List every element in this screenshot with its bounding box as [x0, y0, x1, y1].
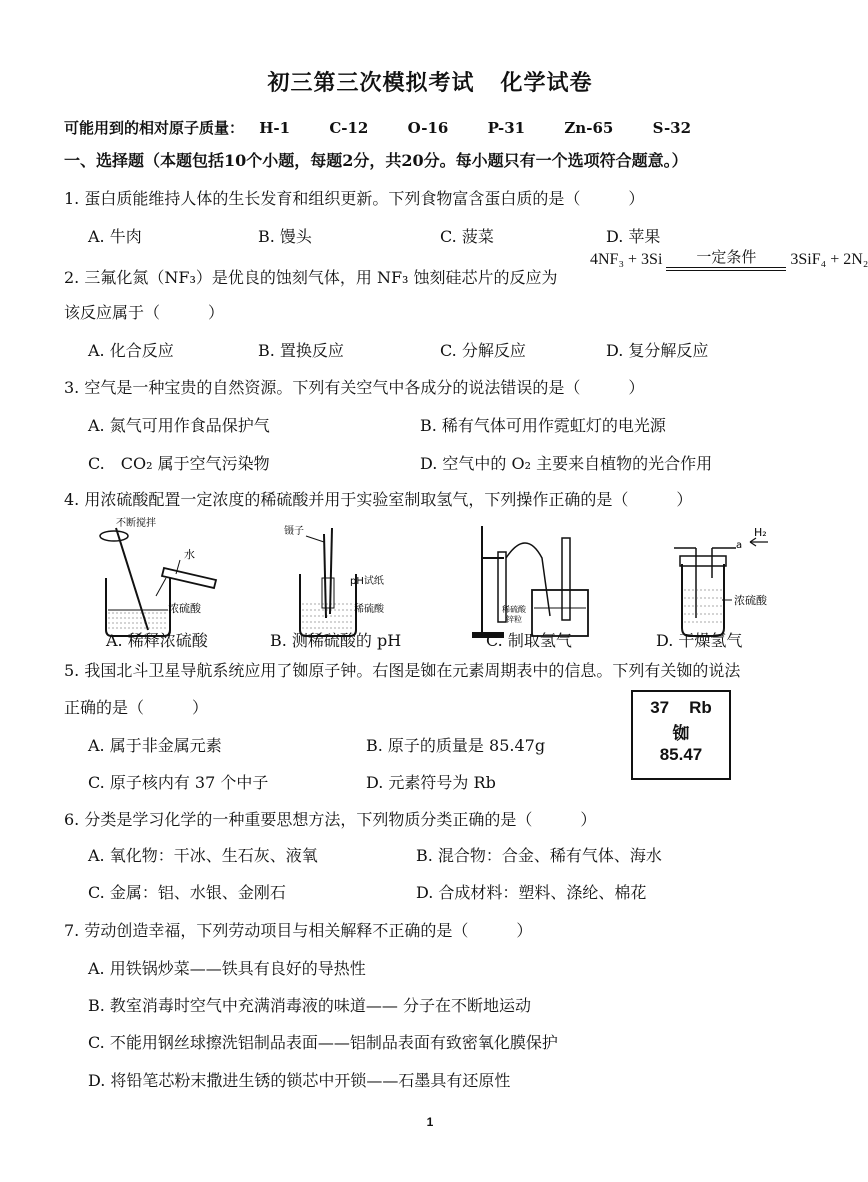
atomic-mass-item: H-1 [259, 119, 291, 137]
q1-option-a: A. 牛肉 [88, 227, 142, 246]
label-stir: 不断搅拌 [116, 518, 156, 529]
section-heading: 一、选择题（本题包括10个小题，每题2分，共20分。每小题只有一个选项符合题意。） [64, 151, 688, 170]
question-1-stem: 1. 蛋白质能维持人体的生长发育和组织更新。下列食物富含蛋白质的是（ ） [64, 189, 645, 208]
q5-option-d: D. 元素符号为 Rb [366, 773, 496, 792]
atomic-mass-item: P-31 [487, 119, 526, 137]
figure-b-ph [284, 524, 385, 636]
question-2-stem: 2. 三氟化氮（NF₃）是优良的蚀刻气体，用 NF₃ 蚀刻硅芯片的反应为 [64, 268, 558, 287]
q7-option-a: A. 用铁锅炒菜——铁具有良好的导热性 [88, 959, 366, 978]
q5-option-b: B. 原子的质量是 85.47g [366, 736, 546, 755]
label-tweezers: 镊子 [284, 526, 304, 537]
q6-option-b: B. 混合物：合金、稀有气体、海水 [416, 846, 662, 865]
q1-option-d: D. 苹果 [606, 227, 661, 246]
question-6-stem: 6. 分类是学习化学的一种重要思想方法，下列物质分类正确的是（ ） [64, 810, 597, 829]
exam-title-main: 初三第三次模拟考试 [267, 70, 475, 96]
atomic-mass-item: S-32 [652, 119, 692, 137]
caption-a: A. 稀释浓硫酸 [106, 631, 208, 650]
figure-c-generation [472, 526, 588, 638]
label-dilute-acid-c: 稀硫酸 [502, 605, 526, 614]
page-number: 1 [426, 1115, 434, 1129]
q7-option-b: B. 教室消毒时空气中充满消毒液的味道—— 分子在不断地运动 [88, 996, 532, 1015]
q2-option-c: C. 分解反应 [440, 341, 526, 360]
element-name: 铷 [672, 724, 690, 743]
q3-option-c: C. CO₂ 属于空气污染物 [88, 454, 270, 473]
label-a: a [736, 540, 743, 551]
q2-option-d: D. 复分解反应 [606, 341, 709, 360]
q6-option-a: A. 氧化物：干冰、生石灰、液氧 [88, 846, 318, 865]
exam-title [0, 66, 860, 97]
caption-b: B. 测稀硫酸的 pH [270, 631, 402, 650]
question-3-stem: 3. 空气是一种宝贵的自然资源。下列有关空气中各成分的说法错误的是（ ） [64, 378, 645, 397]
question-5-stem-2: 正确的是（ ） [64, 698, 209, 717]
label-conc-acid: 浓硫酸 [168, 602, 201, 615]
atomic-mass-item: Zn-65 [564, 119, 614, 137]
exam-title-sub: 化学试卷 [500, 70, 593, 96]
element-number: 37 [650, 698, 670, 717]
q3-option-a: A. 氮气可用作食品保护气 [88, 416, 270, 435]
label-h2: H₂ [754, 526, 767, 539]
q3-option-b: B. 稀有气体可用作霓虹灯的电光源 [420, 416, 666, 435]
equation-arrow [666, 250, 786, 271]
q3-option-d: D. 空气中的 O₂ 主要来自植物的光合作用 [420, 454, 713, 473]
equation-condition: 一定条件 [696, 250, 757, 266]
atomic-masses-label: 可能用到的相对原子质量： [64, 119, 245, 137]
q2-option-a: A. 化合反应 [88, 341, 174, 360]
element-mass: 85.47 [659, 745, 703, 764]
caption-d: D. 干燥氢气 [656, 631, 743, 650]
q1-option-c: C. 菠菜 [440, 227, 494, 246]
q6-option-d: D. 合成材料：塑料、涤纶、棉花 [416, 883, 647, 902]
label-zinc: 锌粒 [506, 615, 522, 624]
question-7-stem: 7. 劳动创造幸福，下列劳动项目与相关解释不正确的是（ ） [64, 921, 533, 940]
element-symbol: Rb [689, 698, 712, 717]
apparatus-figures [86, 518, 806, 646]
question-5-stem: 5. 我国北斗卫星导航系统应用了铷原子钟。右图是铷在元素周期表中的信息。下列有关铷的说法 [64, 661, 741, 680]
label-dilute-acid: 稀硫酸 [354, 604, 384, 615]
figure-a-dilution [100, 516, 216, 636]
q1-option-b: B. 馒头 [258, 227, 312, 246]
q5-option-a: A. 属于非金属元素 [88, 736, 222, 755]
question-4-stem: 4. 用浓硫酸配置一定浓度的稀硫酸并用于实验室制取氢气，下列操作正确的是（ ） [64, 490, 693, 509]
element-card [631, 690, 731, 780]
q5-option-c: C. 原子核内有 37 个中子 [88, 773, 269, 792]
equation-reactants: 4NF₃ + 3Si [590, 251, 663, 269]
atomic-masses-line [64, 117, 725, 138]
equation-products: 3SiF₄ + 2N₂ [790, 251, 868, 269]
q6-option-c: C. 金属：铝、水银、金刚石 [88, 883, 286, 902]
q7-option-c: C. 不能用钢丝球擦洗铝制品表面——铝制品表面有致密氧化膜保护 [88, 1033, 558, 1052]
atomic-mass-item: O-16 [407, 119, 449, 137]
atomic-mass-item: C-12 [329, 119, 369, 137]
label-water: 水 [184, 548, 195, 561]
reaction-equation [590, 250, 868, 271]
caption-c: C. 制取氢气 [486, 631, 572, 650]
q7-option-d: D. 将铅笔芯粉末撒进生锈的锁芯中开锁——石墨具有还原性 [88, 1071, 511, 1090]
label-ph-paper: pH试纸 [350, 576, 384, 587]
label-conc-acid-d: 浓硫酸 [734, 594, 767, 607]
q2-option-b: B. 置换反应 [258, 341, 344, 360]
figure-d-drying [674, 526, 768, 636]
question-2-stem-2: 该反应属于（ ） [64, 303, 225, 322]
